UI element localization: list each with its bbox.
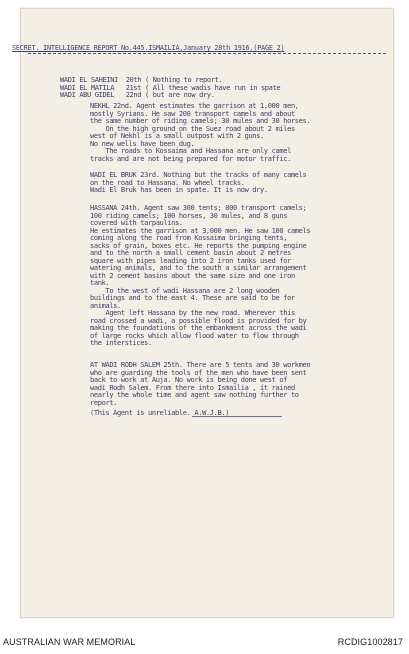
closing-note: (This Agent is unreliable. A.W.J.B.) [90, 409, 230, 417]
source-caption: AUSTRALIAN WAR MEMORIAL [3, 637, 136, 647]
rodh-salem-paragraph: AT WADI RODH SALEM 25th. There are 5 tents and 30 workmen who are guarding the tools of the men who have been sent back to work at Auja. No work is being done west of wadi Rodh Salem. From there into Ismailia , it rained nearly the whole time and agent saw nothing further to report. [90, 361, 311, 407]
signature-underline [192, 416, 282, 417]
hassana-paragraph: HASSANA 24th. Agent saw 300 tents; 800 transport camels; 100 riding camels; 100 horses, 30 mules, and 8 guns covered with tarpaulins. He estimates the garrison at 3,000 men. He saw 100 camels coming along the road from Kossaima bringing tents, sacks of grain, boxes etc. He reports the pumping engine and to the north a small cement basin about 2 metres square with pipes leading into 2 iron tanks used for watering animals, and to the south a similar arrangement with 2 cement basins about the same size and one iron tank. To the west of wadi Hassana are 2 long wooden buildings and to the east 4. These are said to be for animals. Agent left Hassana by the new road. Wherever this road crossed a wadi, a possible flood is provided for by making the foundations of the embankment across the wadi of large rocks which allow flood water to flow through the interstices. [90, 204, 311, 347]
nekhl-paragraph: NEKHL 22nd. Agent estimates the garrison at 1,000 men, mostly Syrians. He saw 200 transport camels and about the same number of riding camels; 30 mules and 30 horses. On the high ground on the Suez road about 2 miles west of Nekhl is a small outpost with 2 guns. No new wells have been dug. The roads to Kossaima and Hassana are only camel tracks and are not being prepared for motor traffic. [90, 102, 311, 163]
header-divider [28, 53, 386, 54]
wadi-bruk-paragraph: WADI EL BRUK 23rd. Nothing but the tracks of many camels on the road to Hassana. No wheel tracks. Wadi El Bruk has been in spate. It is now dry. [90, 171, 307, 194]
wadi-list: WADI EL SAHEINI 20th ( Nothing to report. WADI EL MATILA 21st ( All these wadis have run in spate WADI ABU GIDEL 22nd ( but are now dry. [60, 76, 281, 100]
record-id: RCDIG1002817 [337, 637, 403, 647]
report-header: SECRET. INTELLIGENCE REPORT No.445.ISMAILIA,January 28th 1916.(PAGE 2) [12, 44, 285, 52]
